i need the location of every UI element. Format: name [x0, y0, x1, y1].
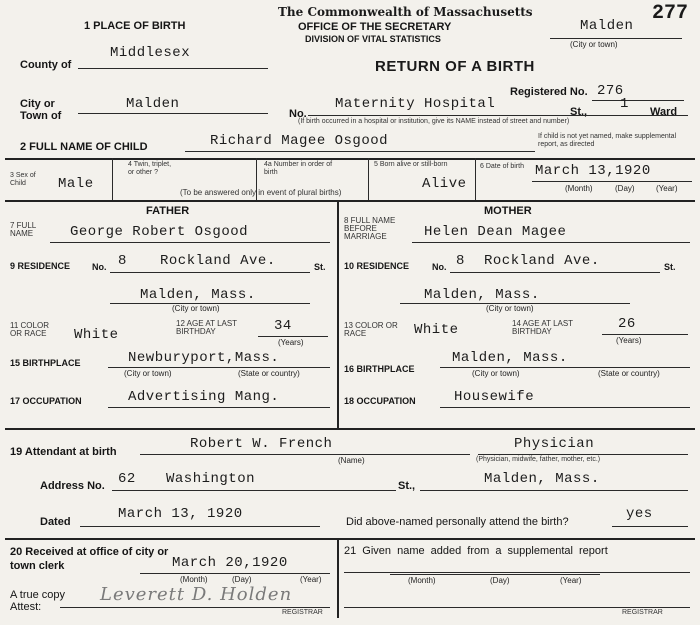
mother-occupation-value: Housewife: [454, 389, 535, 405]
mother-residence-street: Rockland Ave.: [484, 253, 600, 269]
city-top-value: Malden: [580, 18, 634, 34]
street-line: [308, 115, 688, 116]
mother-birthplace-label: 16 BIRTHPLACE: [344, 364, 415, 374]
footer-divider: [337, 538, 339, 618]
mother-color-label: 13 COLOR OR RACE: [344, 321, 398, 338]
mother-residence-no: 8: [456, 253, 465, 269]
city-town-label: City or Town of: [20, 98, 62, 122]
county-value: Middlesex: [110, 45, 191, 61]
divider-alive: [368, 158, 369, 200]
received-month-caption: (Month): [180, 575, 208, 584]
father-age-line: [258, 336, 328, 337]
dated-label: Dated: [40, 516, 71, 528]
father-residence-street: Rockland Ave.: [160, 253, 276, 269]
divider-sex: [112, 158, 113, 200]
address-city-line: [420, 490, 688, 491]
attend-question: Did above-named personally attend the birth?: [346, 516, 569, 528]
sex-label: 3 Sex of Child: [10, 172, 36, 187]
father-name-value: George Robert Osgood: [70, 224, 249, 240]
birth-month-caption: (Month): [565, 184, 593, 193]
supplemental-date-line: [390, 574, 600, 575]
box-row-top: [5, 158, 695, 160]
supplemental-year-caption: (Year): [560, 576, 582, 585]
father-years-caption: (Years): [278, 338, 304, 347]
mother-birthplace-line: [440, 367, 690, 368]
father-birthplace-state-caption: (State or country): [238, 369, 300, 378]
signature-line: [60, 607, 330, 608]
dated-line: [80, 526, 320, 527]
mother-occupation-label: 18 OCCUPATION: [344, 396, 416, 406]
mother-years-caption: (Years): [616, 336, 642, 345]
registered-label: Registered No.: [510, 86, 588, 98]
received-date-value: March 20,1920: [172, 555, 288, 571]
father-birthplace-value: Newburyport,Mass.: [128, 350, 280, 366]
address-street-value: Washington: [166, 471, 256, 487]
father-city-caption: (City or town): [172, 304, 220, 313]
child-name-note: [538, 133, 696, 149]
registered-line: [592, 100, 684, 101]
ward-value: 1: [620, 96, 629, 112]
true-copy-label: A true copy Attest:: [10, 589, 66, 613]
address-label: Address No.: [40, 480, 105, 492]
father-occupation-value: Advertising Mang.: [128, 389, 280, 405]
alive-value: Alive: [422, 176, 467, 192]
street-no-label: No.: [289, 108, 307, 120]
attendant-title-value: Physician: [514, 436, 595, 452]
city-top-caption: (City or town): [570, 40, 618, 49]
page-number: 277: [652, 2, 689, 25]
child-name-note-text: If child is not yet named, make supplemental report, as directed: [538, 133, 677, 148]
father-occupation-label: 17 OCCUPATION: [10, 396, 82, 406]
received-label: 20 Received at office of city or town clerk: [10, 546, 169, 572]
date-label: 6 Date of birth: [480, 163, 524, 170]
father-color-label: 11 COLOR OR RACE: [10, 321, 49, 338]
street-value: Maternity Hospital: [335, 96, 496, 112]
father-heading: FATHER: [146, 205, 190, 217]
father-occupation-line: [108, 407, 330, 408]
father-birthplace-city-caption: (City or town): [124, 369, 172, 378]
child-name-value: Richard Magee Osgood: [210, 133, 389, 149]
father-residence-no: 8: [118, 253, 127, 269]
supplemental-day-caption: (Day): [490, 576, 510, 585]
attendant-title-line: [478, 454, 688, 455]
mother-name-label: 8 FULL NAME BEFORE MARRIAGE: [344, 216, 396, 241]
address-no-value: 62: [118, 471, 136, 487]
division-title: DIVISION OF VITAL STATISTICS: [305, 34, 441, 44]
place-of-birth-heading: 1 PLACE OF BIRTH: [84, 20, 186, 32]
attendant-name-line: [140, 454, 470, 455]
father-st-label: St.: [314, 262, 326, 272]
supplemental-signature-line: [344, 607, 690, 608]
divider-date: [475, 158, 476, 200]
address-st-label: St.,: [398, 480, 416, 492]
county-line: [78, 68, 268, 69]
address-street-line: [112, 490, 396, 491]
alive-label: 5 Born alive or still-born: [374, 161, 448, 168]
attendant-name-caption: (Name): [338, 456, 365, 465]
mother-birthplace-city-caption: (City or town): [472, 369, 520, 378]
mother-age-line: [602, 334, 688, 335]
plural-note: (To be answered only in event of plural births): [180, 188, 342, 197]
city-line: [78, 113, 268, 114]
mother-age-value: 26: [618, 316, 636, 332]
attendant-bottom: [5, 538, 695, 540]
attendant-name-value: Robert W. French: [190, 436, 333, 452]
father-residence-line: [110, 272, 310, 273]
parents-bottom: [5, 428, 695, 430]
hospital-note: (If birth occurred in a hospital or institution, give its NAME instead of street and number): [298, 118, 570, 125]
father-color-value: White: [74, 327, 119, 343]
birth-date-value: March 13,1920: [535, 163, 651, 179]
received-year-caption: (Year): [300, 575, 322, 584]
mother-st-label: St.: [664, 262, 676, 272]
registered-value: 276: [597, 83, 624, 99]
father-name-label: 7 FULL NAME: [10, 221, 36, 238]
father-name-line: [50, 242, 330, 243]
supplemental-registrar-label: REGISTRAR: [622, 609, 663, 616]
attendant-label: 19 Attendant at birth: [10, 446, 117, 458]
mother-residence-line: [450, 272, 660, 273]
received-day-caption: (Day): [232, 575, 252, 584]
street-st-label: St.,: [570, 106, 588, 118]
birth-year-caption: (Year): [656, 184, 678, 193]
father-birthplace-label: 15 BIRTHPLACE: [10, 358, 81, 368]
dated-value: March 13, 1920: [118, 506, 243, 522]
box-row-bottom: [5, 200, 695, 202]
mother-birthplace-value: Malden, Mass.: [452, 350, 568, 366]
ward-label: Ward: [650, 106, 678, 118]
child-name-line: [185, 151, 535, 152]
father-birthplace-line: [108, 367, 330, 368]
received-registrar-label: REGISTRAR: [282, 609, 323, 616]
city-value: Malden: [126, 96, 180, 112]
mother-residence-label: 10 RESIDENCE: [344, 261, 410, 271]
county-label: County of: [20, 59, 72, 71]
father-no-label: No.: [92, 262, 107, 272]
father-age-label: 12 AGE AT LAST BIRTHDAY: [176, 319, 237, 336]
mother-city-caption: (City or town): [486, 304, 534, 313]
father-residence-label: 9 RESIDENCE: [10, 261, 71, 271]
city-top-line: [550, 38, 682, 39]
child-name-label: 2 FULL NAME OF CHILD: [20, 141, 148, 153]
received-date-line: [140, 573, 330, 574]
commonwealth-title: The Commonwealth of Massachusetts: [278, 5, 533, 19]
attend-answer-line: [612, 526, 688, 527]
sex-value: Male: [58, 176, 94, 192]
twin-label: 4 Twin, triplet, or other ?: [128, 161, 172, 176]
order-label: 4a Number in order of birth: [264, 161, 333, 176]
office-title: OFFICE OF THE SECRETARY: [298, 21, 452, 33]
mother-color-value: White: [414, 322, 459, 338]
birth-date-line: [532, 181, 692, 182]
mother-name-value: Helen Dean Magee: [424, 224, 567, 240]
father-age-value: 34: [274, 318, 292, 334]
mother-birthplace-state-caption: (State or country): [598, 369, 660, 378]
attend-answer: yes: [626, 506, 653, 522]
birth-day-caption: (Day): [615, 184, 635, 193]
supplemental-label: 21 Given name added from a supplemental report: [344, 545, 608, 557]
supplemental-line-1: [344, 572, 690, 573]
mother-residence-city: Malden, Mass.: [424, 287, 540, 303]
mother-age-label: 14 AGE AT LAST BIRTHDAY: [512, 319, 573, 336]
registrar-signature: Leverett D. Holden: [100, 584, 293, 605]
supplemental-month-caption: (Month): [408, 576, 436, 585]
mother-occupation-line: [440, 407, 690, 408]
mother-no-label: No.: [432, 262, 447, 272]
mother-name-line: [412, 242, 690, 243]
mother-heading: MOTHER: [484, 205, 532, 217]
father-residence-city: Malden, Mass.: [140, 287, 256, 303]
address-city-value: Malden, Mass.: [484, 471, 600, 487]
parents-divider: [337, 200, 339, 428]
form-title: RETURN OF A BIRTH: [375, 58, 535, 75]
attendant-title-caption: (Physician, midwife, father, mother, etc.): [476, 456, 601, 463]
